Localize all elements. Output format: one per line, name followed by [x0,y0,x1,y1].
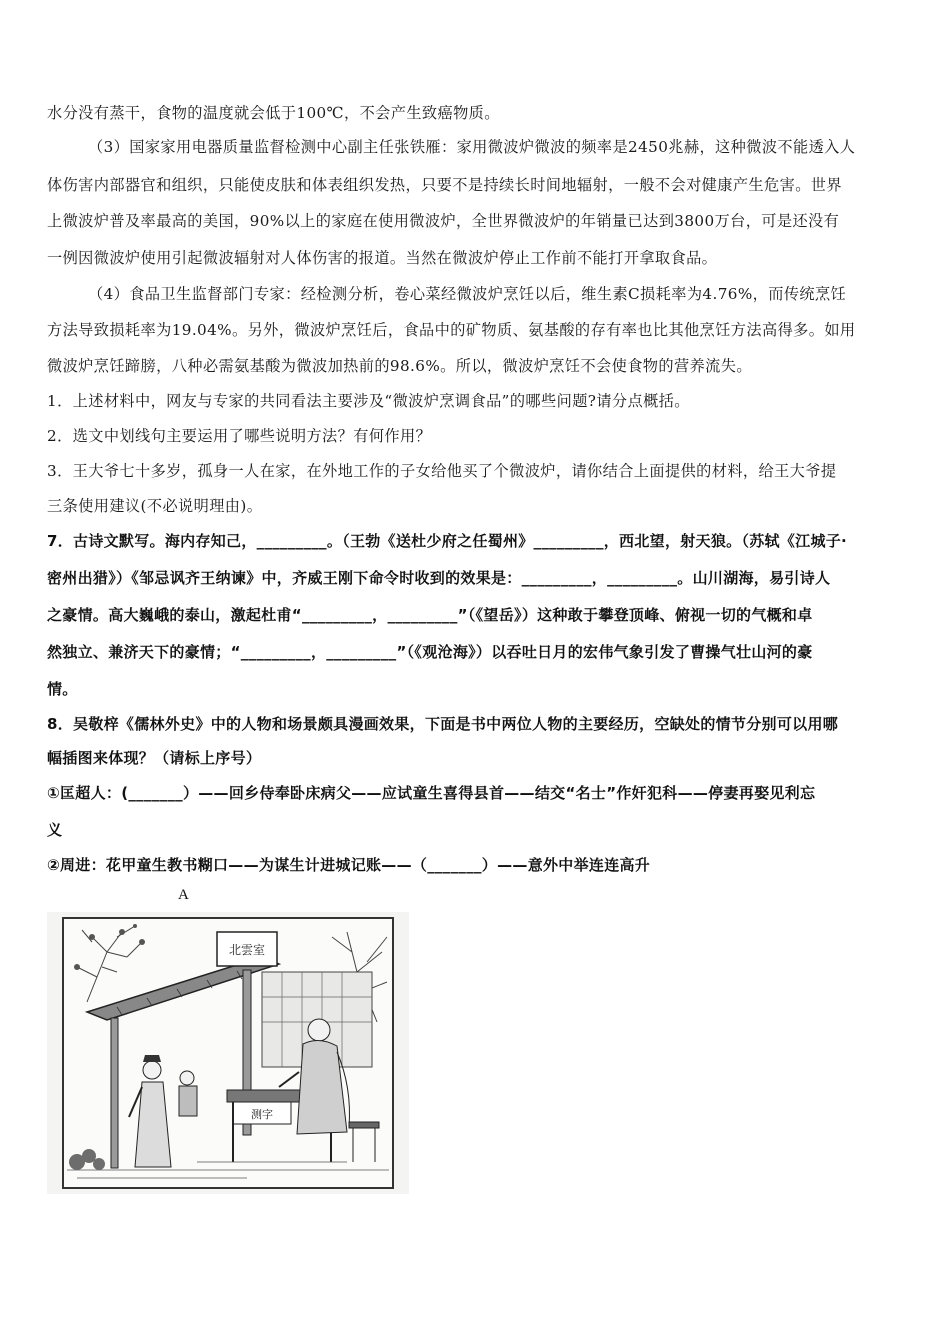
text-line: 水分没有蒸干，食物的温度就会低于100℃，不会产生致癌物质。 [47,104,500,122]
text-line: 一例因微波炉使用引起微波辐射对人体伤害的报道。当然在微波炉停止工作前不能打开拿取食品。 [47,249,718,267]
question-3: 3．王大爷七十多岁，孤身一人在家，在外地工作的子女给他买了个微波炉，请你结合上面提供的材料，给王大爷提 [47,462,837,480]
question-2: 2．选文中划线句主要运用了哪些说明方法？有何作用？ [47,427,432,445]
figure-label: A [178,887,189,903]
text-line: 之豪情。高大巍峨的泰山，激起杜甫“_________，_________”（《望岳》）这种敢于攀登顶峰、俯视一切的气概和卓 [47,606,813,624]
text-line: 情。 [47,680,78,698]
banner-text: 测字 [251,1108,273,1121]
question-1: 1．上述材料中，网友与专家的共同看法主要涉及“微波炉烹调食品”的哪些问题?请分点概括。 [47,392,690,410]
text-line: ①匡超人：(_______）——回乡侍奉卧床病父——应试童生喜得县首——结交“名士”作奸犯科——停妻再娶见利忘 [47,784,816,802]
text-line: 密州出猎》）《邹忌讽齐王纳谏》中，齐威王刚下命令时收到的效果是：_________，_________。山川湖海，易引诗人 [47,569,831,587]
text-line: 体伤害内部器官和组织，只能使皮肤和体表组织发热，只要不是持续长时间地辐射，一般不会对健康产生危害。世界 [47,176,842,194]
text-line: 然独立、兼济天下的豪情；“_________，_________”（《观沧海》）以吞吐日月的宏伟气象引发了曹操气壮山河的豪 [47,643,813,661]
sign-text: 北雲室 [228,943,266,957]
question-8: 8．吴敬梓《儒林外史》中的人物和场景颇具漫画效果，下面是书中两位人物的主要经历，空缺处的情节分别可以用哪 [47,715,839,733]
text-line: 三条使用建议(不必说明理由)。 [47,497,263,515]
text-line: 义 [47,821,63,839]
text-line: 上微波炉普及率最高的美国，90%以上的家庭在使用微波炉，全世界微波炉的年销量已达到3800万台，可是还没有 [47,212,840,230]
illustration-a [47,912,409,1194]
text-line: （4）食品卫生监督部门专家：经检测分析，卷心菜经微波炉烹饪以后，维生素C损耗率为4.76%，而传统烹饪 [88,285,847,303]
text-line: ②周进：花甲童生教书糊口——为谋生计进城记账——（_______）——意外中举连连高升 [47,856,651,874]
text-line: （3）国家家用电器质量监督检测中心副主任张铁雁：家用微波炉微波的频率是2450兆赫，这种微波不能透入人 [88,138,856,156]
text-line: 幅插图来体现？（请标上序号） [47,749,262,767]
text-line: 微波炉烹饪蹄膀，八种必需氨基酸为微波加热前的98.6%。所以，微波炉烹饪不会使食物的营养流失。 [47,357,752,375]
question-7: 7．古诗文默写。海内存知己，_________。（王勃《送杜少府之任蜀州》_________，西北望，射天狼。（苏轼《江城子· [47,532,848,550]
text-line: 方法导致损耗率为19.04%。另外，微波炉烹饪后，食品中的矿物质、氨基酸的存有率也比其他烹饪方法高得多。如用 [47,321,856,339]
